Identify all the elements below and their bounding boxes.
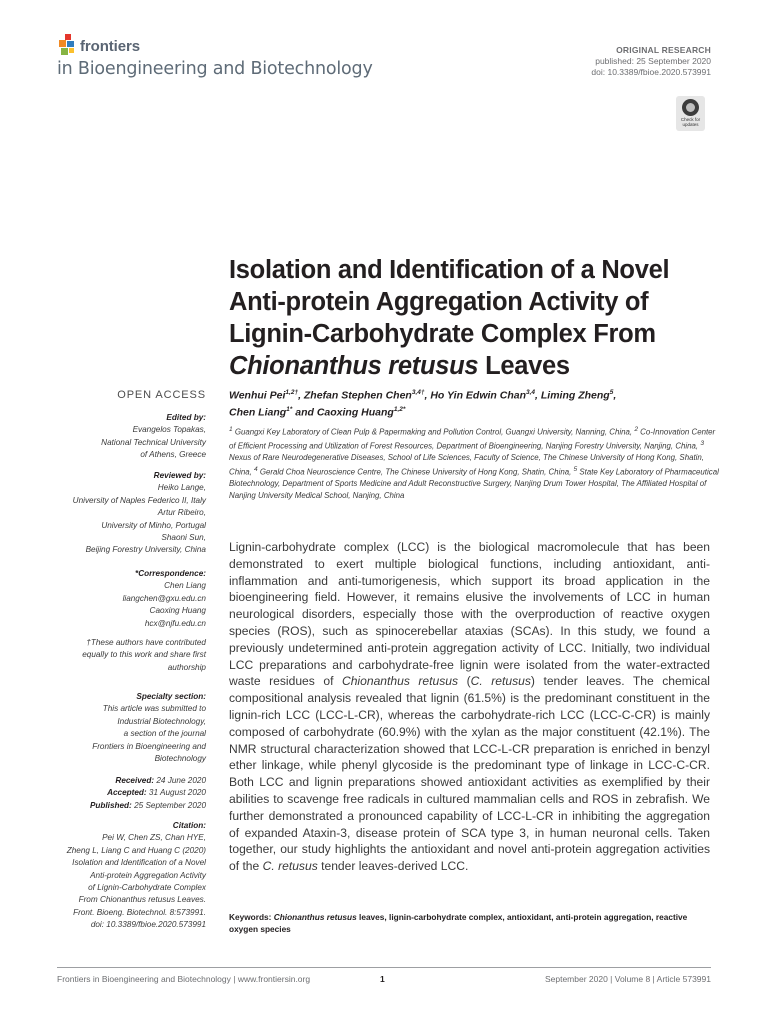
author-name[interactable]: , Ho Yin Edwin Chan — [424, 389, 526, 402]
published-line — [6, 800, 206, 812]
keywords-species: Chionanthus retusus — [273, 912, 357, 922]
frontiers-logo-icon — [57, 34, 77, 60]
received-date: 24 June 2020 — [154, 776, 206, 785]
specialty-line: Frontiers in Bioengineering and — [92, 741, 206, 751]
keywords-label: Keywords: — [229, 912, 274, 922]
article-info — [591, 45, 711, 78]
reviewer-line: University of Minho, Portugal — [101, 520, 206, 530]
received-line — [6, 775, 206, 787]
editor-line: Evangelos Topakas, — [132, 425, 206, 435]
author-affiliation-mark: 3,4† — [411, 389, 425, 396]
check-updates-icon — [682, 99, 699, 116]
specialty-line: Industrial Biotechnology, — [117, 716, 206, 726]
reviewed-by-label: Reviewed by: — [153, 471, 206, 480]
affiliation-number: 2 — [634, 426, 638, 433]
affiliation-number: 3 — [700, 440, 705, 448]
correspondence-email[interactable]: liangchen@gxu.edu.cn — [122, 593, 206, 603]
article-doi[interactable]: doi: 10.3389/fbioe.2020.573991 — [591, 67, 711, 77]
footer-journal[interactable]: Frontiers in Bioengineering and Biotechnology | www.frontiersin.org — [57, 974, 311, 984]
abstract-text: Lignin-carbohydrate complex (LCC) is the biological macromolecule that has been demonstrated to exert multiple biological functions, including antioxidant, anti-inflammation and anti-tumorigenesis, which support its broad application in the bioengineering field. However, it remains elusive the involvements of LCC in human neurological disorders, especially those with the overproduction of reactive oxygen species (ROS), such as spinocerebellar ataxias (SCAs). In this study, we found a previously undetermined anti-protein aggregation activity of LCC. Initially, two individual LCC preparations and carbohydrate-free lignin were isolated from the water-extracted waste residues of — [229, 540, 710, 689]
note-line: authorship — [167, 662, 206, 672]
correspondence-label: *Correspondence: — [135, 569, 206, 578]
citation-line: of Lignin-Carbohydrate Complex — [88, 883, 206, 893]
abstract-species: C. retusus — [262, 859, 318, 874]
author-affiliation-mark: 5 — [609, 389, 614, 396]
title-line-rest: Leaves — [478, 352, 570, 380]
accepted-line — [6, 787, 206, 799]
check-updates-label: Check for updates — [680, 117, 701, 127]
published-label: Published: — [89, 800, 132, 810]
author-separator: , — [613, 389, 617, 402]
editor-line: National Technical University — [101, 437, 206, 447]
note-line: †These authors have contributed — [86, 638, 206, 647]
footer-volume: September 2020 | Volume 8 | Article 573991 — [544, 974, 711, 984]
citation-doi[interactable]: doi: 10.3389/fbioe.2020.573991 — [90, 920, 206, 930]
affiliation-text: Gerald Choa Neuroscience Centre, The Chinese University of Hong Kong, Shatin, China, — [257, 467, 572, 477]
specialty-line: Biotechnology — [154, 754, 206, 764]
citation-line: From Chionanthus retusus Leaves. — [78, 895, 206, 905]
affiliation-text: Nexus of Rare Neurodegenerative Diseases, School of Life Sciences, Faculty of Science, The Chinese University of Hong Kong, Shatin, China, — [229, 453, 705, 477]
citation-label: Citation: — [172, 821, 206, 830]
abstract-text: ( — [458, 674, 471, 689]
received-label: Received: — [115, 776, 155, 785]
citation-line: Front. Bioeng. Biotechnol. 8:573991. — [73, 907, 206, 917]
abstract-text: tender leaves-derived LCC. — [317, 859, 469, 874]
title-species: Chionanthus retusus — [229, 352, 479, 380]
author-affiliation-mark: 3,4 — [526, 389, 536, 396]
abstract — [229, 539, 710, 875]
article-type: ORIGINAL RESEARCH — [616, 45, 711, 55]
correspondence-section — [6, 568, 206, 630]
author-affiliation-mark: 1,2* — [393, 406, 406, 413]
affiliations — [229, 424, 719, 501]
citation-line: Anti-protein Aggregation Activity — [90, 870, 206, 880]
title-line: Isolation and Identification of a Novel — [229, 256, 670, 284]
equal-contribution-note — [6, 637, 206, 674]
reviewer-line: Heiko Lange, — [157, 483, 206, 493]
citation-line: Pei W, Chen ZS, Chan HYE, — [102, 833, 206, 843]
affiliation-text: Guangxi Key Laboratory of Clean Pulp & Papermaking and Pollution Control, Guangxi University, Nanning, China, — [232, 427, 633, 437]
published-date: published: 25 September 2020 — [595, 56, 711, 66]
specialty-line: This article was submitted to — [102, 704, 206, 714]
title-line: Lignin-Carbohydrate Complex From — [229, 320, 656, 348]
reviewed-by-section — [6, 470, 206, 557]
affiliation-number: 1 — [229, 426, 233, 433]
journal-subtitle: in Bioengineering and Biotechnology — [57, 59, 373, 79]
page-number: 1 — [380, 974, 385, 984]
affiliation-number: 5 — [573, 466, 578, 474]
keywords-list: leaves, lignin-carbohydrate complex, antioxidant, anti-protein aggregation, reactive oxygen species — [229, 912, 688, 934]
title-line — [229, 350, 729, 382]
footer-divider — [57, 967, 711, 968]
published-date-side: 25 September 2020 — [131, 800, 206, 810]
edited-by-label: Edited by: — [166, 413, 206, 422]
correspondence-name: Chen Liang — [164, 581, 206, 591]
author-name[interactable]: Chen Liang — [229, 406, 287, 419]
dates-section — [6, 775, 206, 812]
abstract-species: C. retusus — [470, 674, 531, 689]
specialty-line: a section of the journal — [123, 729, 206, 739]
citation-line: Isolation and Identification of a Novel — [72, 858, 206, 868]
author-list — [229, 386, 719, 420]
author-name[interactable]: Wenhui Pei — [229, 389, 286, 402]
citation-line: Zheng L, Liang C and Huang C (2020) — [66, 845, 206, 855]
editor-line: of Athens, Greece — [140, 450, 206, 460]
author-name[interactable]: , Liming Zheng — [535, 389, 610, 402]
journal-brand: frontiers — [80, 38, 140, 55]
reviewer-line: Shaoni Sun, — [161, 533, 206, 543]
keywords — [229, 912, 710, 935]
specialty-label: Specialty section: — [136, 692, 206, 701]
title-line: Anti-protein Aggregation Activity of — [229, 288, 649, 316]
author-name[interactable]: and Caoxing Huang — [292, 406, 394, 419]
article-title — [229, 254, 729, 382]
reviewer-line: University of Naples Federico II, Italy — [72, 495, 206, 505]
abstract-species: Chionanthus retusus — [341, 674, 459, 689]
correspondence-name: Caoxing Huang — [149, 606, 206, 616]
accepted-label: Accepted: — [107, 788, 147, 798]
affiliation-text: State Key Laboratory of Pharmaceutical Biotechnology, Department of Sports Medicine and Adult Reconstructive Surgery, Nanjing Drum Tower Hospital, The Affiliated Hospital of Nanjing University Medical School, Nanjing, China — [229, 467, 719, 500]
specialty-section — [6, 691, 206, 765]
reviewer-line: Artur Ribeiro, — [157, 508, 206, 518]
affiliation-text: Co-Innovation Center of Efficient Processing and Utilization of Forest Resources, Department of Bioengineering, Nanjing Forestry University, Nanjing, China, — [229, 427, 716, 451]
abstract-text: ) tender leaves. The chemical compositional analysis revealed that lignin (61.5%) is the predominant constituent in the lignin-rich LCC (LCC-L-CR), whereas the carbohydrate-rich LCC (LCC-C-CR) is mainly composed of carbohydrate (60.9%) with the xylan as the major constituent (42.1%). The NMR structural characterization showed that LCC-L-CR preparation is enriched in benzyl ether linkage, while phenyl glycoside is the predominant type of linkage in LCC-C-CR. Both LCC and lignin preparations showed antioxidant activities as exemplified by their abilities to scavenge free radicals in cultured mammalian cells and ROS in zebrafish. We further demonstrated a pronounced capability of LCC-L-CR in inhibiting the aggregation of expanded Ataxin-3, disease protein of SCA type 3, in human neuronal cells. Taken together, our study highlights the antioxidant and novel anti-protein aggregation activities of the — [229, 674, 710, 874]
edited-by-section — [6, 412, 206, 462]
check-for-updates-badge[interactable] — [676, 96, 705, 131]
author-affiliation-mark: 1,2† — [285, 389, 299, 396]
accepted-date: 31 August 2020 — [146, 788, 206, 798]
note-line: equally to this work and share first — [82, 650, 206, 660]
open-access-label: OPEN ACCESS — [117, 389, 206, 401]
author-name[interactable]: , Zhefan Stephen Chen — [298, 389, 412, 402]
abstract-paragraph — [229, 539, 710, 875]
author-affiliation-mark: 1* — [286, 406, 293, 413]
affiliation-number: 4 — [254, 466, 258, 474]
citation-section — [6, 820, 206, 932]
correspondence-email[interactable]: hcx@njfu.edu.cn — [144, 618, 206, 628]
reviewer-line: Beijing Forestry University, China — [85, 545, 206, 555]
